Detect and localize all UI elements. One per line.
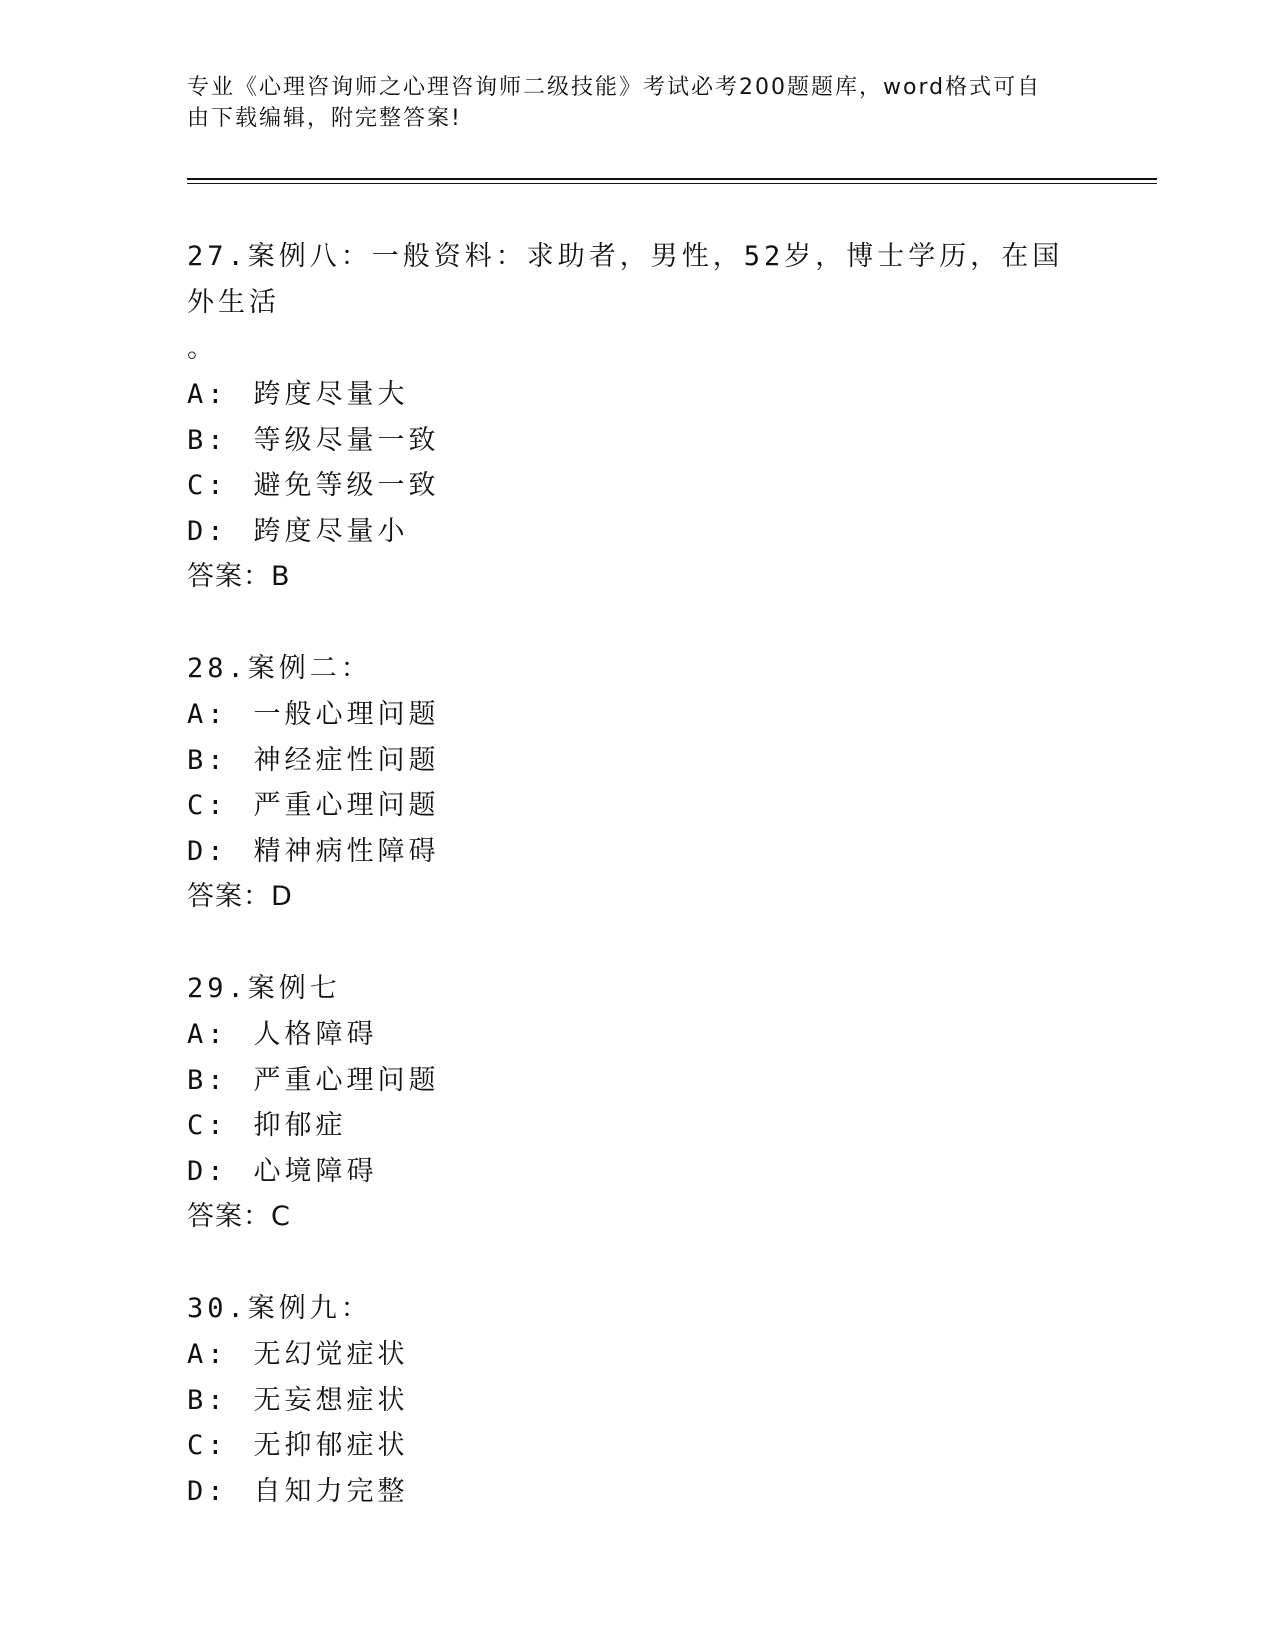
option-c[interactable] [187,783,1087,829]
option-text: 无幻觉症状 [253,1339,409,1370]
option-letter: A: [187,1339,228,1370]
option-text: 神经症性问题 [253,744,440,776]
question-stem-continuation: 。 [187,333,218,364]
question-stem: 30.案例九： [187,1293,372,1324]
option-text: 严重心理问题 [253,790,440,821]
option-text: 严重心理问题 [253,1064,440,1096]
option-letter: C: [187,470,228,501]
option-text: 避免等级一致 [253,470,440,501]
option-text: 自知力完整 [253,1475,409,1507]
option-c[interactable] [187,463,1087,509]
option-text: 人格障碍 [253,1019,378,1050]
option-letter: B: [187,1384,228,1416]
option-a[interactable] [187,1332,1087,1378]
question-28 [187,646,1087,920]
option-letter: D: [187,515,228,547]
option-letter: C: [187,790,228,821]
option-c[interactable] [187,1423,1087,1469]
option-a[interactable] [187,1012,1087,1058]
option-b[interactable] [187,1378,1087,1424]
answer-line: 答案：D [187,881,293,912]
option-d[interactable] [187,829,1087,875]
option-a[interactable] [187,372,1087,418]
option-text: 精神病性障碍 [253,835,440,867]
option-letter: C: [187,1110,228,1141]
option-letter: A: [187,379,228,410]
option-letter: A: [187,1019,228,1050]
option-text: 等级尽量一致 [253,424,440,456]
option-c[interactable] [187,1103,1087,1149]
question-27 [187,234,1087,600]
option-text: 无妄想症状 [253,1384,409,1416]
option-text: 无抑郁症状 [253,1430,409,1461]
question-29 [187,966,1087,1240]
option-text: 心境障碍 [253,1155,378,1187]
header-line-1: 专业《心理咨询师之心理咨询师二级技能》考试必考200题题库，word格式可自 [187,75,1042,100]
option-b[interactable] [187,418,1087,464]
question-30 [187,1286,1087,1514]
question-stem: 27.案例八：一般资料：求助者，男性，52岁，博士学历，在国外生活 [187,241,1064,318]
answer-line: 答案：C [187,1201,291,1232]
question-stem: 28.案例二： [187,653,372,684]
header-line-2: 由下载编辑，附完整答案! [187,106,462,131]
option-letter: B: [187,424,228,456]
option-letter: D: [187,1475,228,1507]
document-header [187,72,1067,134]
option-letter: D: [187,1155,228,1187]
option-d[interactable] [187,509,1087,555]
option-letter: D: [187,835,228,867]
option-a[interactable] [187,692,1087,738]
option-d[interactable] [187,1149,1087,1195]
option-text: 抑郁症 [253,1110,347,1141]
option-b[interactable] [187,738,1087,784]
question-stem: 29.案例七 [187,973,341,1004]
option-letter: C: [187,1430,228,1461]
option-letter: A: [187,699,228,730]
option-text: 跨度尽量小 [253,515,409,547]
header-rule-bottom [187,183,1157,184]
header-rule-top [187,178,1157,180]
option-text: 跨度尽量大 [253,379,409,410]
option-letter: B: [187,744,228,776]
option-b[interactable] [187,1058,1087,1104]
option-letter: B: [187,1064,228,1096]
option-d[interactable] [187,1469,1087,1515]
option-text: 一般心理问题 [253,699,440,730]
question-list [187,234,1087,1560]
answer-line: 答案：B [187,561,291,592]
